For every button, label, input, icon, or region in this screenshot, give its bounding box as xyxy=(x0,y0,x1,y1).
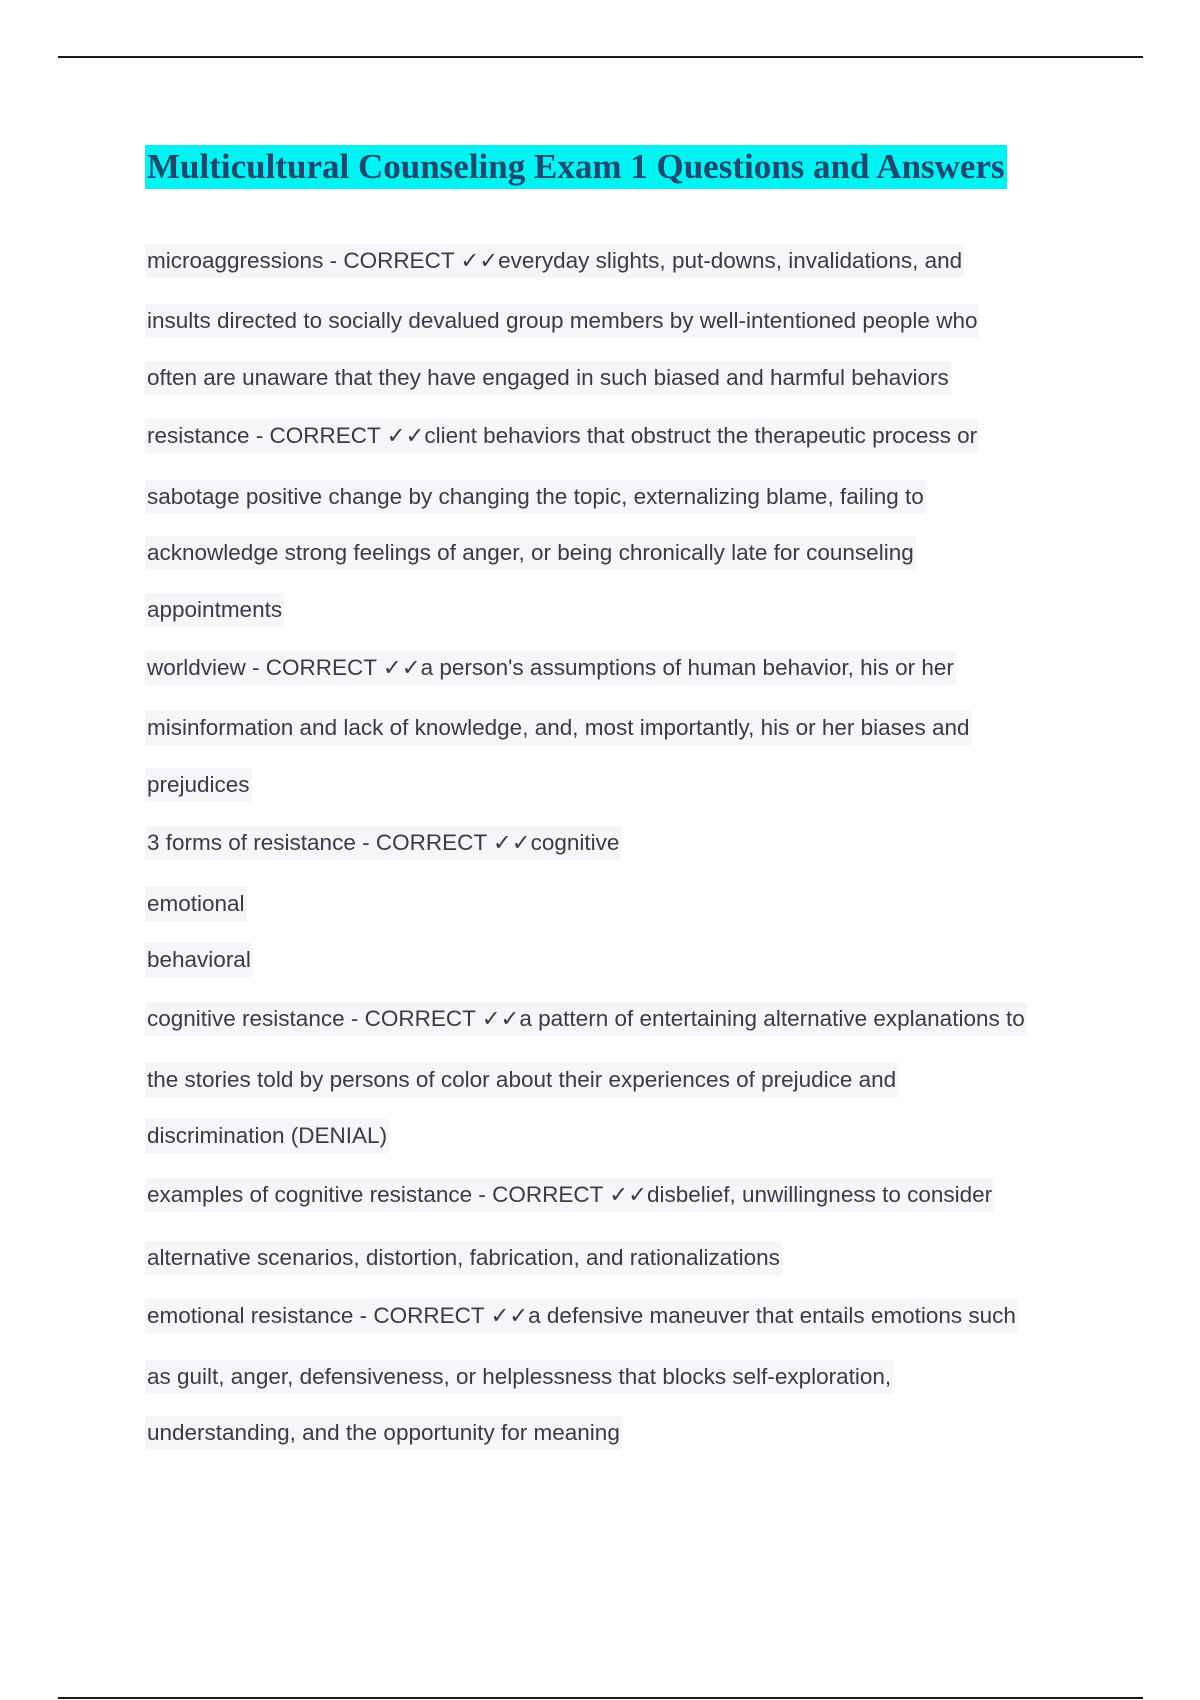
text-line: alternative scenarios, distortion, fabrication, and rationalizations xyxy=(145,1241,782,1275)
text-line: cognitive resistance - CORRECT ✓✓a pattern of entertaining alternative explanations to xyxy=(145,1002,1027,1036)
text-line: misinformation and lack of knowledge, and, most importantly, his or her biases and xyxy=(145,711,972,745)
text-line: acknowledge strong feelings of anger, or being chronically late for counseling xyxy=(145,536,916,570)
text-line: behavioral xyxy=(145,943,253,977)
text-line: often are unaware that they have engaged in such biased and harmful behaviors xyxy=(145,361,951,395)
text-line: understanding, and the opportunity for meaning xyxy=(145,1416,622,1450)
text-line: insults directed to socially devalued group members by well-intentioned people who xyxy=(145,304,979,338)
text-line: emotional resistance - CORRECT ✓✓a defensive maneuver that entails emotions such xyxy=(145,1299,1018,1333)
text-line: appointments xyxy=(145,593,284,627)
text-line: resistance - CORRECT ✓✓client behaviors that obstruct the therapeutic process or xyxy=(145,419,979,453)
text-line: examples of cognitive resistance - CORRECT ✓✓disbelief, unwillingness to consider xyxy=(145,1178,994,1212)
text-line: microaggressions - CORRECT ✓✓everyday slights, put-downs, invalidations, and xyxy=(145,244,964,278)
text-line: discrimination (DENIAL) xyxy=(145,1119,389,1153)
text-line: 3 forms of resistance - CORRECT ✓✓cognitive xyxy=(145,826,621,860)
document-title: Multicultural Counseling Exam 1 Questions and Answers xyxy=(145,145,1007,189)
text-line: prejudices xyxy=(145,768,252,802)
text-line: emotional xyxy=(145,887,247,921)
top-rule xyxy=(58,56,1143,58)
text-line: sabotage positive change by changing the topic, externalizing blame, failing to xyxy=(145,480,926,514)
text-line: the stories told by persons of color about their experiences of prejudice and xyxy=(145,1063,898,1097)
bottom-rule xyxy=(58,1697,1143,1699)
text-line: as guilt, anger, defensiveness, or helplessness that blocks self-exploration, xyxy=(145,1360,893,1394)
text-line: worldview - CORRECT ✓✓a person's assumptions of human behavior, his or her xyxy=(145,651,956,685)
